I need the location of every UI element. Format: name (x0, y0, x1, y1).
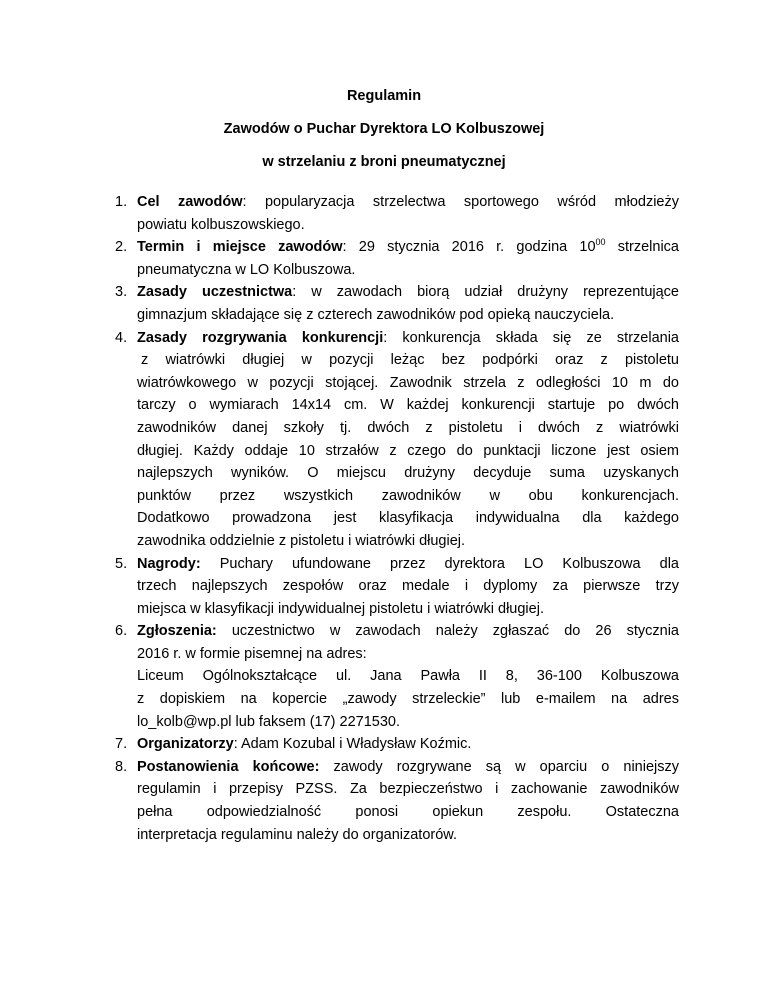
rule-term-suffix: : (383, 329, 388, 346)
contact-text: lo_kolb@wp.pl lub faksem (17) 2271530. (137, 713, 400, 730)
rule-text: tarczy o wymiarach 14x14 cm. W każdej konkurencji startuje po dwóch (137, 397, 679, 414)
rule-term: Organizatorzy (137, 736, 234, 753)
rule-number: 4. (115, 329, 128, 346)
rule-text: w zawodach biorą udział drużyny reprezentujące (296, 284, 679, 301)
rule-text: długiej. Każdy oddaje 10 strzałów z czego do punktacji liczone jest osiem (137, 442, 679, 459)
rule-number: 6. (115, 623, 128, 640)
rule-text: gimnazjum składające się z czterech zawodników pod opieką nauczyciela. (137, 306, 615, 323)
rule-number: 3. (115, 284, 128, 301)
rule-text: konkurencja składa się ze strzelania (387, 329, 679, 346)
rule-text: regulamin i przepisy PZSS. Za bezpieczeństwo i zachowanie zawodników (137, 781, 679, 798)
rule-term: Cel zawodów (137, 194, 243, 210)
rule-text: zawody rozgrywane są w oparciu o niniejszy (319, 758, 679, 775)
rule-text: z wiatrówki długiej w pozycji leżąc bez podpórki oraz z pistoletu (141, 352, 679, 369)
rule-text: powiatu kolbuszowskiego. (137, 216, 305, 233)
rule-item (115, 756, 679, 846)
rule-number: 1. (115, 194, 128, 210)
title-line: Regulamin (346, 88, 422, 104)
time-superscript: 00 (595, 237, 606, 248)
rule-item (115, 733, 679, 756)
rule-text: miejsca w klasyfikacji indywidualnej pistoletu i wiatrówki długiej. (137, 600, 544, 617)
address-text: Liceum Ogólnokształcące ul. Jana Pawła II 8, 36-100 Kolbuszowa (137, 668, 679, 685)
rule-number: 8. (115, 758, 128, 775)
rule-term-suffix: : (233, 736, 238, 753)
rule-term-suffix: : (342, 239, 347, 256)
rule-text: zawodnika oddzielnie z pistoletu i wiatrówki długiej. (137, 532, 466, 549)
rule-text: wiatrówkowego w pozycji stojącej. Zawodnik strzela z odległości 10 m do (137, 374, 679, 391)
rule-item (115, 327, 679, 553)
rule-text: uczestnictwo w zawodach należy zgłaszać do 26 stycznia (216, 623, 679, 640)
subtitle-line: w strzelaniu z broni pneumatycznej (262, 154, 506, 170)
rule-text: pełna odpowiedzialność ponosi opiekun zespołu. Ostateczna (137, 804, 679, 821)
rule-term-suffix: : (242, 194, 247, 210)
rule-term: Zasady rozgrywania konkurencji (137, 329, 384, 346)
rule-term-suffix: : (292, 284, 297, 301)
rule-text: pneumatyczna w LO Kolbuszowa. (137, 261, 356, 278)
rule-term: Zasady uczestnictwa (137, 284, 293, 301)
rule-text: 2016 r. w formie pisemnej na adres: (137, 645, 367, 662)
rule-term: Nagrody: (137, 555, 201, 572)
rule-text: z dopiskiem na kopercie „zawody strzeleckie” lub e-mailem na adres (137, 691, 679, 708)
rule-text: zawodników danej szkoły tj. dwóch z pistoletu i dwóch z wiatrówki (137, 419, 679, 436)
subtitle-line: Zawodów o Puchar Dyrektora LO Kolbuszowej (223, 121, 545, 137)
rule-text: najlepszych wyników. O miejscu drużyny decyduje suma uzyskanych (137, 465, 679, 482)
rule-item (115, 191, 679, 236)
rule-item (115, 553, 679, 621)
rules-list (115, 191, 679, 846)
rule-item (115, 236, 679, 281)
rule-text: Dodatkowo prowadzona jest klasyfikacja indywidualna dla każdego (137, 510, 679, 527)
rule-text: trzech najlepszych zespołów oraz medale i dyplomy za pierwsze trzy (137, 578, 679, 595)
document-title (0, 86, 768, 185)
rule-text: interpretacja regulaminu należy do organizatorów. (137, 826, 457, 843)
rule-term: Zgłoszenia: (137, 623, 217, 640)
rule-number: 7. (115, 736, 128, 753)
rule-term: Termin i miejsce zawodów (137, 239, 343, 256)
rule-text: Puchary ufundowane przez dyrektora LO Kolbuszowa dla (200, 555, 679, 572)
rule-text: Adam Kozubal i Władysław Koźmic. (237, 736, 472, 753)
rule-text: strzelnica (605, 239, 679, 256)
rule-item (115, 620, 679, 733)
rule-term: Postanowienia końcowe: (137, 758, 320, 775)
rule-text: 29 stycznia 2016 r. godzina 10 (346, 239, 596, 256)
rule-item (115, 281, 679, 326)
rule-text: popularyzacja strzelectwa sportowego wśród młodzieży (246, 194, 679, 210)
rule-number: 2. (115, 239, 128, 256)
rule-text: punktów przez wszystkich zawodników w obu konkurencjach. (137, 487, 679, 504)
rule-number: 5. (115, 555, 128, 572)
